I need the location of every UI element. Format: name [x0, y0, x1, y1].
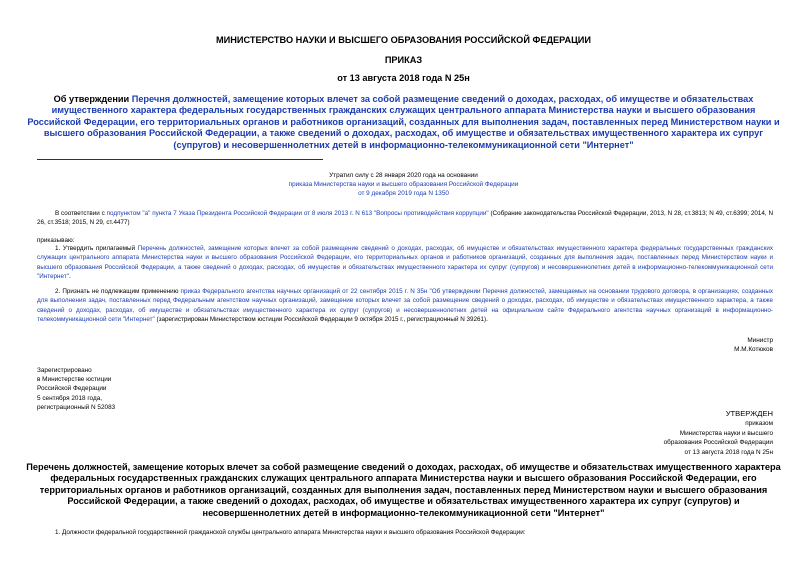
preamble-paragraph: [37, 209, 773, 228]
approved-heading: УТВЕРЖДЕН: [725, 409, 773, 418]
signature-name: М.М.Котюков: [734, 346, 773, 354]
item-1-paragraph: [37, 244, 773, 281]
item-2-end: (зарегистрирован Министерством юстиции Российской Федерации 9 октября 2015 г., регистрационный N 39261).: [154, 315, 488, 323]
signature-block: [600, 336, 773, 354]
approved-line5: от 13 августа 2018 года N 25н: [684, 449, 773, 457]
order-word: приказываю:: [37, 237, 75, 244]
registration-line4: 5 сентября 2018 года,: [37, 394, 103, 402]
item-1-end: .: [68, 272, 71, 280]
registration-line5: регистрационный N 52083: [37, 403, 116, 411]
approved-line3: Министерства науки и высшего: [679, 429, 773, 437]
order-title: [24, 94, 783, 151]
item-2-paragraph: [37, 287, 773, 324]
status-note-link[interactable]: приказа Министерства науки и высшего образования Российской Федерации: [288, 181, 519, 189]
signature-position: Министр: [747, 337, 773, 344]
list-item-1-text: 1. Должности федеральной государственной гражданской службы центрального аппарата Министерства науки и высшего образования Российской Федерации:: [55, 529, 526, 536]
order-title-prefix: Об утверждении: [53, 94, 132, 104]
item-2-order-link[interactable]: приказ Федерального агентства научных организаций от 22 сентября 2015 г. N 35н "Об утверждении Перечня должностей, замещаемых на основании трудового договора, в организациях, созданных для выполнения задач, поставленных перед Федеральным агентством научных организаций, замещение которых влечет за собой размещение сведений о доходах, расходах, об имуществе и обязательствах имущественного характера, а также сведений о доходах, расходах, об имуществе и обязательствах имущественного характера их супруг (супругов) и несовершеннолетних детей на официальном сайте Федерального агентства научных организаций в информационно-телекоммуникационной сети "Интернет": [37, 288, 773, 323]
registration-line1: Зарегистрировано: [37, 367, 92, 374]
status-note: [150, 171, 657, 199]
list-title: Перечень должностей, замещение которых влечет за собой размещение сведений о доходах, расходах, об имуществе и обязательствах имущественного характера федеральных государственных гражданских служащих центрального аппарата Министерства науки и высшего образования Российской Федерации, его территориальных органов и работников организаций, созданных для выполнения задач, поставленных перед Министерством науки и высшего образования Российской Федерации, а также сведений о доходах, расходах, об имуществе и обязательствах имущественного характера их супруг (супругов) и несовершеннолетних детей в информационно-телекоммуникационной сети "Интернет": [26, 462, 781, 518]
approved-line4: образования Российской Федерации: [663, 439, 773, 447]
list-item-1: [37, 528, 773, 537]
status-note-line1: Утратил силу с 28 января 2020 года на основании: [329, 172, 478, 179]
preamble-decree-link[interactable]: подпунктом "а" пункта 7 Указа Президента Российской Федерации от 8 июля 2013 г. N 613 "Вопросы противодействия коррупции": [106, 210, 489, 217]
preamble-text-start: В соответствии с: [55, 210, 107, 217]
divider: [37, 159, 323, 160]
registration-line3: Российской Федерации: [37, 385, 107, 393]
approved-block: [560, 409, 773, 458]
item-1-start: 1. Утвердить прилагаемый: [55, 245, 138, 252]
status-note-link-date[interactable]: от 9 декабря 2019 года N 1350: [358, 190, 449, 198]
item-2-start: 2. Признать не подлежащим применению: [55, 288, 181, 295]
doc-type-heading: ПРИКАЗ: [384, 55, 423, 65]
approved-line2: приказом: [745, 419, 773, 427]
registration-block: [37, 366, 257, 412]
order-title-link[interactable]: Перечня должностей, замещение которых влечет за собой размещение сведений о доходах, расходах, об имуществе и обязательствах имущественного характера федеральных государственных гражданских служащих центрального аппарата Министерства науки и высшего образования Российской Федерации, его территориальных органов и работников организаций, созданных для выполнения задач, поставленных перед Министерством науки и высшего образования Российской Федерации, а также сведений о доходах, расходах, об имуществе и обязательствах имущественного характера их супруг (супругов) и несовершеннолетних детей в информационно-телекоммуникационной сети "Интернет": [27, 94, 780, 150]
preamble-text-end: (Собрание законодательства Российской Федерации, 2013, N 28, ст.3813; N 49, ст.6399; 2014, N 26, ст.3518; 2015, N 29, ст.4477): [37, 210, 773, 227]
item-1-list-link[interactable]: Перечень должностей, замещение которых влечет за собой размещение сведений о доходах, расходах, об имуществе и обязательствах имущественного характера федеральных государственных гражданских служащих центрального аппарата Министерства науки и высшего образования Российской Федерации, его территориальных органов и работников организаций, созданных для выполнения задач, поставленных перед Министерством науки и высшего образования Российской Федерации, а также сведений о доходах, расходах, об имуществе и обязательствах имущественного характера их супруг (супругов) и несовершеннолетних детей в информационно-телекоммуникационной сети "Интернет": [37, 245, 773, 280]
ministry-heading: МИНИСТЕРСТВО НАУКИ И ВЫСШЕГО ОБРАЗОВАНИЯ РОССИЙСКОЙ ФЕДЕРАЦИИ: [215, 35, 591, 45]
registration-line2: в Министерстве юстиции: [37, 376, 112, 384]
doc-date-number: от 13 августа 2018 года N 25н: [337, 73, 470, 83]
